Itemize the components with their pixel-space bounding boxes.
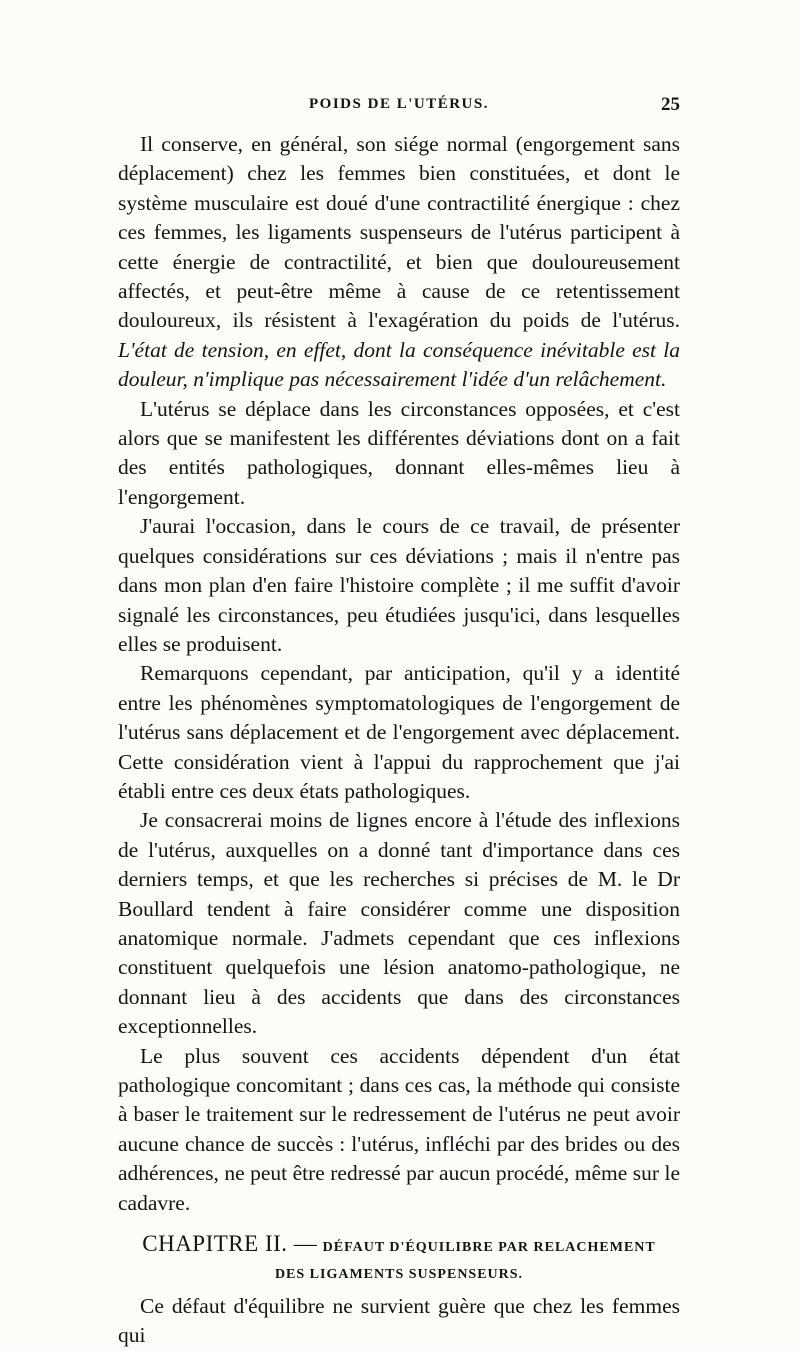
paragraph-text: Il conserve, en général, son siége normal (engorgement sans déplacement) chez les femmes bien constituées, et dont le système musculaire est doué d'une contractilité énergique : chez ces femmes, les ligaments suspenseurs de l'utérus participent à cette énergie de contractilité, et bien que douloureusement affectés, et peut-être même à cause de ce retentissement douloureux, ils résistent à l'exagération du poids de l'utérus. — [118, 132, 680, 333]
page-number: 25 — [661, 94, 680, 115]
paragraph: Le plus souvent ces accidents dépendent d'un état pathologique concomitant ; dans ces cas, la méthode qui consiste à baser le traitement sur le redressement de l'utérus ne peut avoir aucune chance de succès : l'utérus, infléchi par des brides ou des adhérences, ne peut être redressé par aucun procédé, même sur le cadavre. — [118, 1043, 680, 1215]
paragraph: L'utérus se déplace dans les circonstances opposées, et c'est alors que se manifestent les différentes déviations dont on a fait des entités pathologiques, donnant elles-mêmes lieu à l'engorgement. — [118, 396, 680, 509]
chapter-title-line1: DÉFAUT D'ÉQUILIBRE PAR RELACHEMENT — [322, 1240, 656, 1256]
paragraph: J'aurai l'occasion, dans le cours de ce travail, de présenter quelques considérations sur ces déviations ; mais il n'entre pas dans mon plan d'en faire l'histoire complète ; il me suffit d'avoir signalé les circonstances, peu étudiées jusqu'ici, dans lesquelles elles se produisent. — [118, 514, 680, 656]
running-title: POIDS DE L'UTÉRUS. — [309, 96, 489, 112]
chapter-number: CHAPITRE II. — — [142, 1231, 318, 1257]
chapter-title-line2: DES LIGAMENTS SUSPENSEURS. — [274, 1267, 524, 1283]
paragraph: Je consacrerai moins de lignes encore à l'étude des inflexions de l'utérus, auxquelles on a donné tant d'importance dans ces derniers temps, et que les recherches si précises de M. le Dr Boullard tendent à faire considérer comme une disposition anatomique normale. J'admets cependant que ces inflexions constituent quelquefois une lésion anatomo-pathologique, ne donnant lieu à des accidents que dans des circonstances exceptionnelles. — [118, 808, 680, 1039]
italic-sentence: L'état de tension, en effet, dont la conséquence inévitable est la douleur, n'implique pas nécessairement l'idée d'un relâchement. — [118, 337, 680, 392]
chapter-heading — [118, 1230, 680, 1288]
paragraph: Ce défaut d'équilibre ne survient guère que chez les femmes qui — [118, 1294, 680, 1348]
page-header — [118, 96, 680, 124]
paragraph — [118, 130, 680, 395]
body-text — [118, 130, 680, 1351]
paragraph: Remarquons cependant, par anticipation, qu'il y a identité entre les phénomènes symptomatologiques de l'engorgement de l'utérus sans déplacement et de l'engorgement avec déplacement. Cette considération vient à l'appui du rapprochement que j'ai établi entre ces deux états pathologiques. — [118, 661, 680, 803]
